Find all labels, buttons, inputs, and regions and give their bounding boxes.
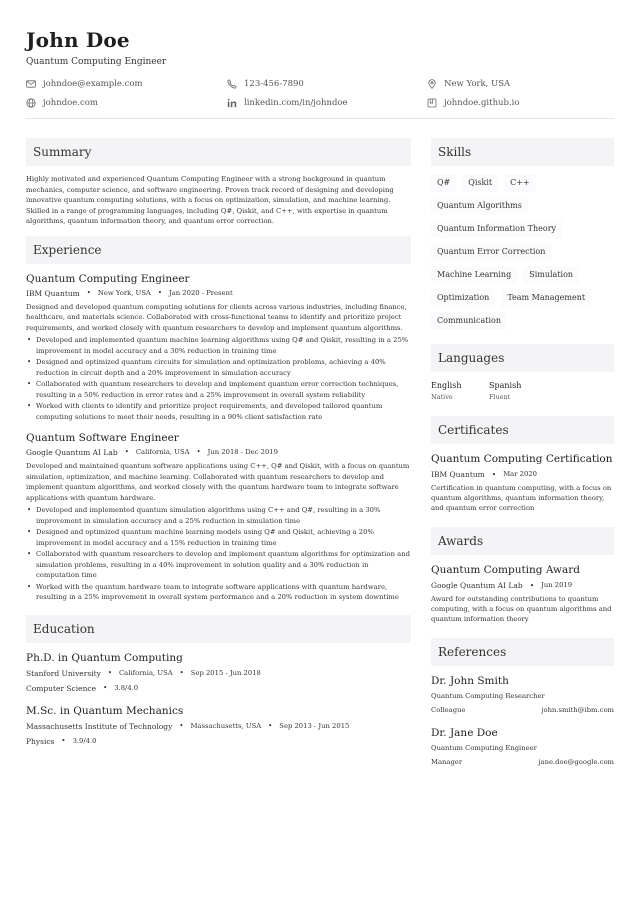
separator: • [268, 721, 273, 730]
skill-tag: Qiskit [462, 174, 498, 192]
location-icon [427, 79, 437, 89]
education-heading: Education [26, 615, 411, 643]
contact-phone[interactable]: 123-456-7890 [227, 79, 304, 89]
job-description: Designed and developed quantum computing solutions for clients across various industries, including finance, healthcare, and materials science. Collaborated with cross-functional teams to identify and prioritize project requirements, and worked closely with quantum researchers to develop and implement quantum algorithms. [26, 302, 407, 332]
education-dates: Sep 2015 - Jun 2018 [190, 668, 261, 677]
reference-details [431, 757, 614, 767]
skill-tag: Optimization [431, 289, 495, 307]
separator: • [124, 448, 129, 456]
language-item [489, 380, 547, 402]
separator: • [179, 721, 184, 730]
separator: • [61, 736, 66, 745]
skill-tag: Quantum Error Correction [431, 243, 551, 261]
job-meta [26, 288, 411, 299]
reference-position: Quantum Computing Engineer [431, 744, 537, 752]
contact-linkedin[interactable]: linkedin.com/in/johndoe [227, 98, 348, 108]
job-bullets [26, 505, 411, 603]
education-dates: Sep 2013 - Jun 2015 [279, 721, 350, 730]
school-name: Massachusetts Institute of Technology [26, 721, 173, 731]
header-divider [26, 118, 614, 119]
job-headline: Quantum Computing Engineer [26, 57, 167, 67]
language-level: Fluent [489, 393, 511, 401]
school-name: Stanford University [26, 668, 101, 678]
certificate-title: Quantum Computing Certification [431, 453, 613, 465]
certificate-entry [431, 452, 614, 513]
separator: • [179, 668, 184, 677]
education-field [26, 736, 411, 747]
language-name: English [431, 381, 462, 390]
contact-email[interactable]: johndoe@example.com [26, 79, 143, 89]
skills-heading: Skills [431, 138, 614, 166]
job-entry [26, 272, 411, 423]
certificate-description: Certification in quantum computing, with a focus on quantum algorithms, quantum information theory, and quantum error correction [431, 484, 612, 512]
summary-heading: Summary [26, 138, 411, 166]
gpa-value: 3.8/4.0 [114, 683, 139, 692]
school-location: Massachusetts, USA [190, 721, 262, 730]
separator: • [103, 683, 108, 692]
separator: • [86, 288, 91, 297]
separator: • [107, 668, 112, 677]
experience-heading: Experience [26, 236, 411, 264]
language-level: Native [431, 393, 453, 401]
award-entry [431, 563, 614, 624]
list-item: • Developed and implemented quantum simulation algorithms using C++ and Q#, resulting in a 30% improvement in simulation accuracy and a 25% reduction in simulation time [26, 505, 411, 526]
skill-tag: Quantum Algorithms [431, 197, 528, 215]
certificate-meta [431, 469, 614, 480]
contact-github[interactable]: johndoe.github.io [427, 98, 520, 108]
left-column [26, 138, 411, 747]
separator: • [196, 448, 201, 456]
references-heading: References [431, 638, 614, 666]
education-meta [26, 668, 411, 679]
education-meta [26, 721, 411, 732]
phone-icon [227, 79, 237, 89]
separator: • [157, 288, 162, 297]
job-title: Quantum Software Engineer [26, 432, 179, 444]
reference-entry [431, 726, 614, 767]
school-location: California, USA [118, 668, 173, 677]
job-dates: Jun 2018 - Dec 2019 [207, 448, 278, 456]
award-description: Award for outstanding contributions to quantum computing, with a focus on quantum algorithms and quantum information theory [431, 595, 612, 623]
education-field [26, 683, 411, 694]
linkedin-icon [227, 98, 237, 108]
reference-entry [431, 674, 614, 715]
skill-tag: Q# [431, 174, 456, 192]
contact-website[interactable]: johndoe.com [26, 98, 98, 108]
certificate-date: Mar 2020 [503, 470, 537, 478]
separator: • [491, 470, 497, 479]
list-item: • Collaborated with quantum researchers to develop and implement quantum error correction techniques, resulting in a 50% reduction in error rates and a 25% improvement in overall system reliability [26, 379, 411, 400]
job-description: Developed and maintained quantum software applications using C++, Q# and Qiskit, with a focus on quantum simulation, optimization, and machine learning. Collaborated with quantum researchers to develop and implement quantum algorithms, and worked closely with the quantum hardware team to integrate software applications with quantum hardware. [26, 462, 410, 502]
languages-list [431, 380, 614, 402]
job-company: IBM Quantum [26, 288, 80, 298]
award-meta [431, 580, 614, 591]
job-company: Google Quantum AI Lab [26, 448, 118, 457]
skill-tag: Quantum Information Theory [431, 220, 562, 238]
skill-tag: Machine Learning [431, 266, 517, 284]
job-dates: Jan 2020 - Present [168, 288, 233, 297]
list-item: • Collaborated with quantum researchers to develop and implement quantum algorithms for optimization and simulation problems, resulting in a 40% improvement in solution quality and a 30% reduction in computation time [26, 549, 411, 581]
list-item: • Developed and implemented quantum machine learning algorithms using Q# and Qiskit, resulting in a 25% improvement in model accuracy and a 30% reduction in training time [26, 335, 411, 356]
reference-details [431, 705, 614, 715]
field-of-study: Computer Science [26, 683, 97, 693]
language-item [431, 380, 489, 402]
contact-location: New York, USA [427, 79, 510, 89]
skill-tag: Team Management [501, 289, 591, 307]
summary-text: Highly motivated and experienced Quantum Computing Engineer with a strong background in quantum mechanics, computer science, and software engineering. Proven track record of designing and developing innovative quantum computing solutions, with a focus on optimization, simulation, and machine learning. Skilled in a range of programming languages, including Q#, Qiskit, and C++, with expertise in quantum algorithms, quantum information theory, and quantum error correction. [26, 175, 394, 225]
skill-tag: Simulation [523, 266, 579, 284]
separator: • [529, 581, 535, 590]
reference-relation: Colleague [431, 706, 466, 714]
field-of-study: Physics [26, 736, 55, 746]
award-title: Quantum Computing Award [431, 564, 580, 576]
person-name: John Doe [26, 28, 130, 52]
degree-title: Ph.D. in Quantum Computing [26, 651, 183, 664]
certificates-heading: Certificates [431, 416, 614, 444]
job-location: California, USA [135, 448, 190, 456]
reference-relation: Manager [431, 758, 463, 766]
right-column [431, 138, 614, 767]
award-date: Jun 2019 [541, 581, 573, 589]
awards-heading: Awards [431, 527, 614, 555]
mail-icon [26, 79, 36, 89]
reference-email[interactable]: john.smith@ibm.com [541, 706, 614, 714]
reference-position: Quantum Computing Researcher [431, 692, 545, 700]
education-entry [26, 704, 411, 747]
job-bullets [26, 335, 411, 422]
reference-email[interactable]: jane.doe@google.com [538, 758, 614, 766]
globe-icon [26, 98, 36, 108]
skill-tag: Communication [431, 312, 507, 330]
list-item: • Designed and optimized quantum machine learning models using Q# and Qiskit, achieving a 20% improvement in model accuracy and a 15% reduction in training time [26, 527, 411, 548]
github-icon [427, 98, 437, 108]
job-location: New York, USA [97, 288, 151, 297]
job-title: Quantum Computing Engineer [26, 272, 190, 285]
list-item: • Worked with the quantum hardware team to integrate software applications with quantum hardware, resulting in a 25% improvement in overall system performance and a 20% reduction in system downtime [26, 582, 411, 603]
languages-heading: Languages [431, 344, 614, 372]
certificate-issuer: IBM Quantum [431, 470, 485, 479]
skill-tag: C++ [504, 174, 536, 192]
reference-name: Dr. John Smith [431, 675, 509, 687]
skills-list [431, 174, 614, 330]
list-item: • Worked with clients to identify and prioritize project requirements, and developed tailored quantum computing solutions to meet their needs, resulting in a 90% client satisfaction rate [26, 401, 411, 422]
gpa-value: 3.9/4.0 [72, 736, 97, 745]
education-entry [26, 651, 411, 694]
degree-title: M.Sc. in Quantum Mechanics [26, 704, 184, 717]
list-item: • Designed and optimized quantum circuits for simulation and optimization problems, achieving a 40% reduction in circuit depth and a 20% improvement in simulation accuracy [26, 357, 411, 378]
award-issuer: Google Quantum AI Lab [431, 581, 523, 590]
job-entry [26, 431, 411, 603]
job-meta [26, 447, 411, 458]
language-name: Spanish [489, 381, 522, 390]
reference-name: Dr. Jane Doe [431, 727, 498, 739]
contact-info [26, 73, 614, 113]
